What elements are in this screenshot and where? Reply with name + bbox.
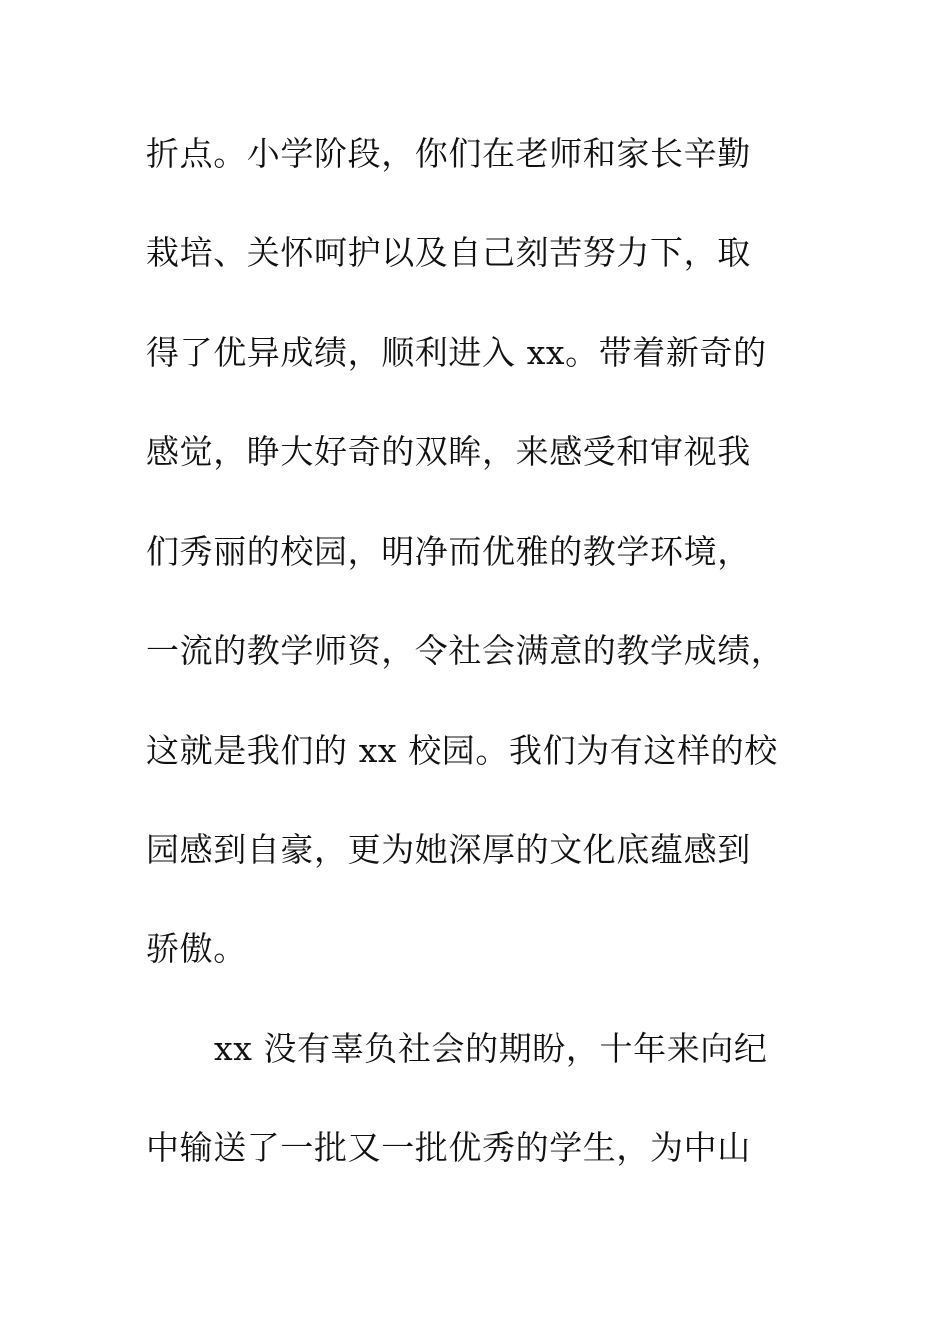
paragraph-line: 们秀丽的校园，明净而优雅的教学环境， <box>146 532 751 571</box>
paragraph-line: 栽培、关怀呵护以及自己刻苦努力下，取 <box>146 233 751 272</box>
paragraph-line: 感觉，睁大好奇的双眸，来感受和审视我 <box>146 432 751 471</box>
paragraph-line: 得了优异成绩，顺利进入 xx。带着新奇的 <box>146 333 767 372</box>
paragraph-line: 中输送了一批又一批优秀的学生，为中山 <box>146 1128 751 1167</box>
paragraph-line: 这就是我们的 xx 校园。我们为有这样的校 <box>146 731 778 770</box>
paragraph-first-line: xx 没有辜负社会的期盼，十年来向纪 <box>214 1029 768 1068</box>
paragraph-line: 一流的教学师资，令社会满意的教学成绩， <box>146 631 785 670</box>
paragraph-line: 折点。小学阶段，你们在老师和家长辛勤 <box>146 134 751 173</box>
paragraph-line: 园感到自豪，更为她深厚的文化底蕴感到 <box>146 830 751 869</box>
paragraph-line: 骄傲。 <box>146 929 247 968</box>
